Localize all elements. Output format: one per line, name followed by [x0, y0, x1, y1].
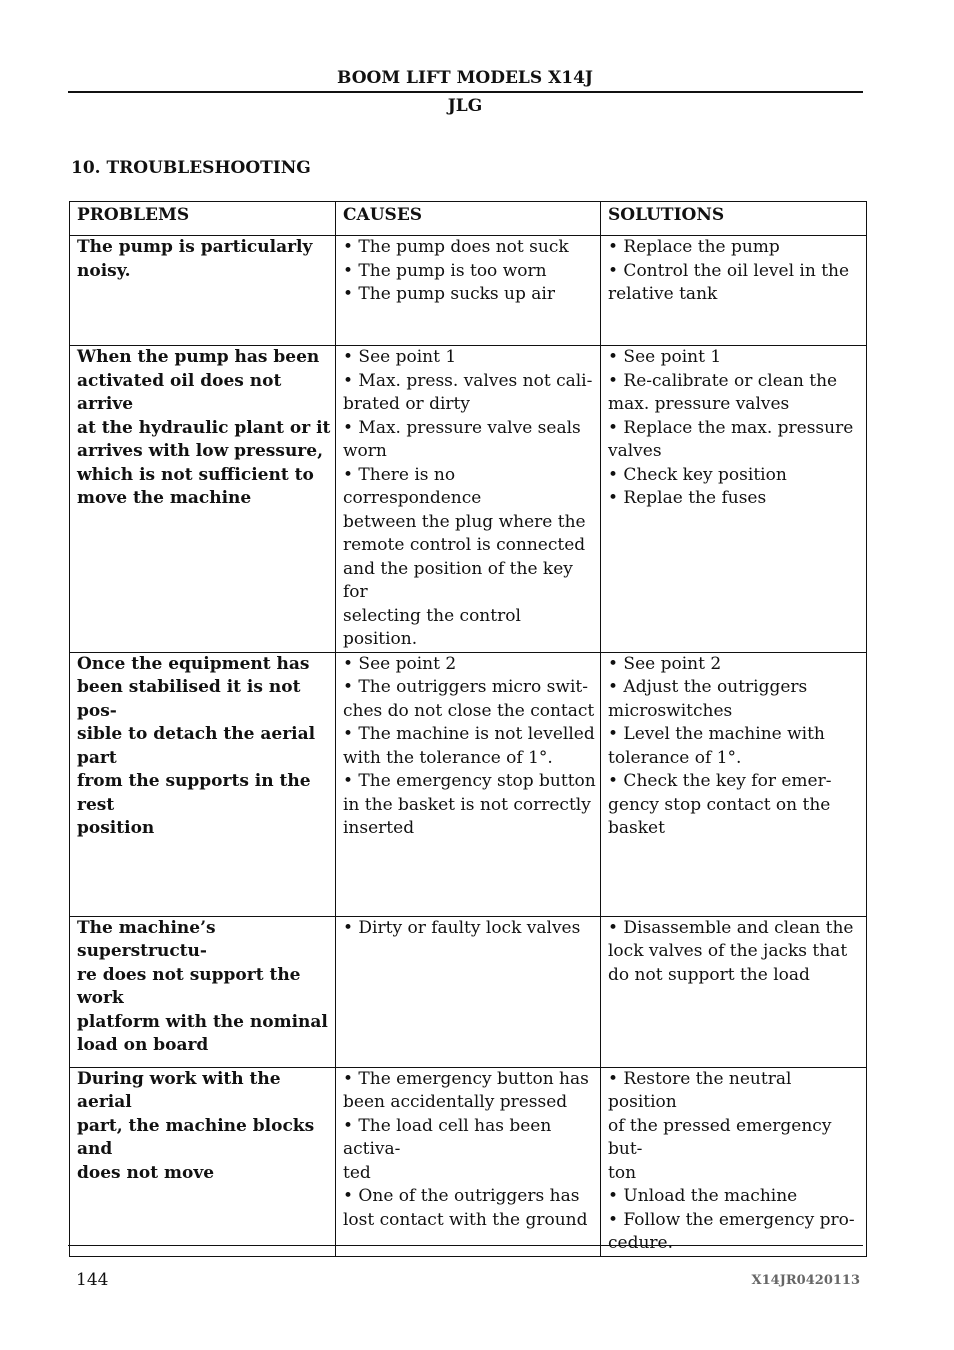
solutions-cell: [601, 652, 867, 916]
solution-text-line: • Unload the machine: [608, 1186, 798, 1206]
problem-text-line: at the hydraulic plant or it: [77, 417, 331, 438]
column-header-problems: PROBLEMS: [70, 202, 336, 236]
solution-text-line: cedure.: [608, 1233, 674, 1253]
cause-text-line: inserted: [343, 818, 415, 838]
solution-text-line: microswitches: [608, 700, 733, 721]
document-header-title: BOOM LIFT MODELS X14J: [337, 68, 593, 88]
solution-text-line: lock valves of the jacks that: [608, 941, 848, 961]
solutions-cell: [601, 916, 867, 1067]
solution-text-line: • Follow the emergency pro-: [608, 1209, 855, 1230]
solution-text-line: • Disassemble and clean the: [608, 917, 854, 938]
table-header-row: [70, 202, 867, 236]
solutions-cell: [601, 1067, 867, 1256]
problem-text-line: Once the equipment has: [77, 653, 310, 674]
cause-text-line: brated or dirty: [343, 394, 470, 414]
cause-text-line: with the tolerance of 1°.: [343, 747, 553, 768]
solution-text-line: max. pressure valves: [608, 394, 790, 414]
solution-text-line: • Replae the fuses: [608, 488, 767, 508]
solution-text-line: • See point 2: [608, 653, 722, 674]
problem-text-line: been stabilised it is not pos-: [77, 677, 301, 721]
table-row: [70, 236, 867, 346]
cause-text-line: lost contact with the ground: [343, 1209, 588, 1230]
document-code: X14JR0420113: [751, 1273, 860, 1288]
problem-text-line: re does not support the work: [77, 964, 301, 1008]
cause-text-line: • The pump is too worn: [343, 260, 547, 281]
column-header-causes: CAUSES: [336, 202, 601, 236]
table-row: [70, 346, 867, 653]
causes-cell: [336, 1067, 601, 1256]
solution-text-line: • See point 1: [608, 347, 722, 367]
solution-text-line: • Re-calibrate or clean the: [608, 370, 838, 391]
document-header-brand: JLG: [447, 96, 483, 116]
problem-cell: [70, 652, 336, 916]
problem-cell: [70, 1067, 336, 1256]
header-divider: [68, 91, 863, 93]
troubleshooting-table: [69, 201, 867, 1257]
cause-text-line: ted: [343, 1162, 371, 1183]
page-number: 144: [76, 1270, 109, 1290]
solution-text-line: • Control the oil level in the: [608, 260, 850, 281]
footer-divider: [68, 1245, 863, 1246]
causes-cell: [336, 236, 601, 346]
cause-text-line: • The outriggers micro swit-: [343, 677, 588, 697]
cause-text-line: • Max. press. valves not cali-: [343, 370, 593, 391]
problem-text-line: part, the machine blocks and: [77, 1115, 315, 1159]
cause-text-line: worn: [343, 441, 387, 461]
solution-text-line: • Level the machine with: [608, 724, 825, 744]
problem-text-line: move the machine: [77, 488, 252, 508]
solution-text-line: • Replace the pump: [608, 237, 780, 257]
problem-text-line: which is not sufficient to: [77, 464, 314, 485]
solution-text-line: of the pressed emergency but-: [608, 1115, 832, 1159]
problem-text-line: from the supports in the rest: [77, 771, 311, 815]
problem-text-line: load on board: [77, 1035, 209, 1055]
cause-text-line: • The emergency stop button: [343, 771, 596, 791]
table-row: [70, 916, 867, 1067]
cause-text-line: between the plug where the: [343, 511, 586, 532]
table-row: [70, 1067, 867, 1256]
cause-text-line: selecting the control position.: [343, 605, 521, 649]
cause-text-line: been accidentally pressed: [343, 1092, 568, 1112]
solution-text-line: • Check key position: [608, 464, 787, 485]
table-row: [70, 652, 867, 916]
causes-cell: [336, 652, 601, 916]
problem-cell: [70, 916, 336, 1067]
solution-text-line: ton: [608, 1162, 637, 1183]
causes-cell: [336, 346, 601, 653]
cause-text-line: • See point 2: [343, 653, 457, 674]
cause-text-line: • The load cell has been activa-: [343, 1115, 552, 1159]
problem-text-line: The pump is particularly: [77, 237, 313, 257]
solutions-cell: [601, 346, 867, 653]
problem-text-line: When the pump has been: [77, 347, 320, 367]
problem-text-line: During work with the aerial: [77, 1068, 281, 1112]
solution-text-line: tolerance of 1°.: [608, 747, 742, 768]
cause-text-line: and the position of the key for: [343, 558, 573, 602]
problem-cell: [70, 236, 336, 346]
problem-text-line: activated oil does not arrive: [77, 370, 282, 414]
cause-text-line: • One of the outriggers has: [343, 1186, 580, 1206]
cause-text-line: • The pump sucks up air: [343, 284, 555, 304]
solution-text-line: • Restore the neutral position: [608, 1068, 792, 1112]
solution-text-line: valves: [608, 441, 662, 461]
solution-text-line: • Adjust the outriggers: [608, 677, 808, 697]
solution-text-line: • Check the key for emer-: [608, 771, 832, 791]
problem-text-line: sible to detach the aerial part: [77, 724, 316, 768]
problem-text-line: The machine’s superstructu-: [77, 917, 216, 961]
cause-text-line: • The emergency button has: [343, 1068, 589, 1089]
causes-cell: [336, 916, 601, 1067]
problem-cell: [70, 346, 336, 653]
problem-text-line: does not move: [77, 1162, 215, 1183]
solution-text-line: gency stop contact on the: [608, 794, 831, 815]
cause-text-line: • There is no correspondence: [343, 464, 482, 508]
solution-text-line: relative tank: [608, 284, 718, 304]
cause-text-line: remote control is connected: [343, 535, 586, 555]
problem-text-line: position: [77, 818, 155, 838]
solution-text-line: • Replace the max. pressure: [608, 417, 854, 438]
solutions-cell: [601, 236, 867, 346]
column-header-solutions: SOLUTIONS: [601, 202, 867, 236]
solution-text-line: basket: [608, 818, 665, 838]
problem-text-line: noisy.: [77, 260, 131, 281]
section-title: 10. TROUBLESHOOTING: [71, 158, 311, 178]
problem-text-line: platform with the nominal: [77, 1011, 328, 1032]
cause-text-line: • Max. pressure valve seals: [343, 417, 581, 438]
cause-text-line: • The pump does not suck: [343, 237, 569, 257]
cause-text-line: ches do not close the contact: [343, 700, 595, 721]
cause-text-line: • The machine is not levelled: [343, 724, 595, 744]
cause-text-line: in the basket is not correctly: [343, 794, 591, 815]
problem-text-line: arrives with low pressure,: [77, 441, 323, 461]
cause-text-line: • See point 1: [343, 347, 457, 367]
solution-text-line: do not support the load: [608, 964, 810, 985]
cause-text-line: • Dirty or faulty lock valves: [343, 917, 581, 938]
